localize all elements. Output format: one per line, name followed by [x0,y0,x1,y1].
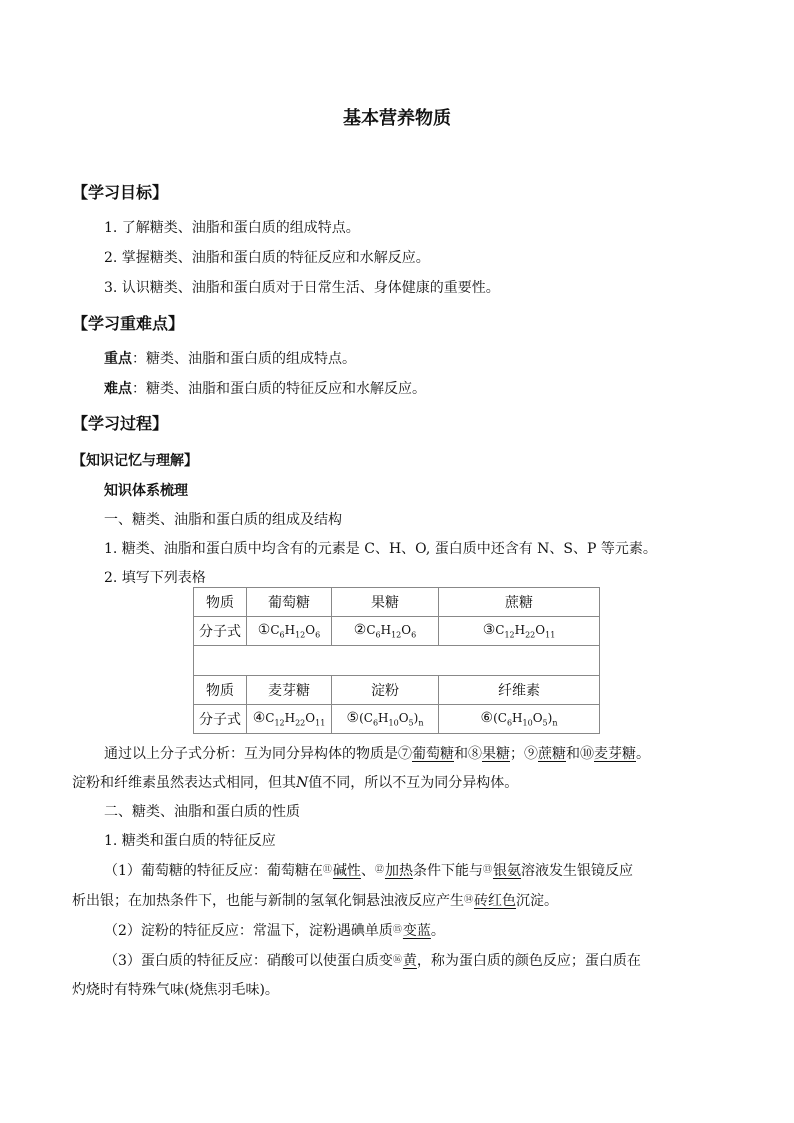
r3-text-a: （3）蛋白质的特征反应：硝酸可以使蛋白质变 [104,953,393,969]
mark-10: ⑩ [580,746,594,762]
mark-16: ⑯ [392,955,402,965]
part2-heading: 二、糖类、油脂和蛋白质的性质 [104,804,300,820]
part1-heading: 一、糖类、油脂和蛋白质的组成及结构 [104,512,342,528]
r1-text-d: 溶液发生银镜反应 [520,863,633,879]
mark-1: ① [257,622,271,639]
answer-10: 麦芽糖 [594,746,636,762]
table-formula-glucose [247,617,332,646]
formula-maltose: $C_{12}H_{22}O_{11}$ [265,711,326,728]
r1-text-b: 、 [360,863,375,879]
table-label-formula-bottom: 分子式 [194,705,247,734]
mark-13: ⑬ [482,865,492,875]
part1-item1: 1. 糖类、油脂和蛋白质中均含有的元素是 C、H、O, 蛋白质中还含有 N、S、P 等元素。 [104,541,657,557]
answer-12: 加热 [384,863,413,879]
r1-text-e: 析出银；在加热条件下，也能与新制的氢氧化铜悬浊液反应产生 [72,893,464,909]
part1-item2: 2. 填写下列表格 [104,570,206,586]
goal-1: 1. 了解糖类、油脂和蛋白质的组成特点。 [104,220,360,236]
r2-text-b: 。 [430,923,445,939]
section-goals-heading: 【学习目标】 [72,183,169,202]
zhong-text: ：糖类、油脂和蛋白质的组成特点。 [132,351,356,367]
table-name-maltose: 麦芽糖 [247,676,332,705]
mark-12: ⑫ [374,865,384,875]
answer-14: 砖红色 [474,893,517,909]
knowledge-subheading: 知识体系梳理 [104,483,188,499]
key-point-nan [104,379,426,399]
answer-9: 蔗糖 [538,746,566,762]
reaction-1-line-1 [104,860,633,881]
key-point-zhong [104,349,356,369]
table-label-substance-bottom: 物质 [194,676,247,705]
r1-text-f: 沉淀。 [516,893,559,909]
analysis-and-2: 和 [566,746,580,762]
mark-6: ⑥ [480,710,494,727]
table-formula-starch [332,705,439,734]
page-title: 基本营养物质 [343,108,451,129]
formula-cellulose: $(C_6H_{10}O_5)_n$ [493,711,558,728]
section-process-heading: 【学习过程】 [72,414,169,433]
analysis-text-a: 通过以上分子式分析：互为同分异构体的物质是 [104,746,398,762]
table-formula-sucrose [439,617,600,646]
formula-glucose: $C_6H_{12}O_6$ [270,623,321,640]
mark-7: ⑦ [398,746,412,762]
reaction-3-line-2: 灼烧时有特殊气味(烧焦羽毛味)。 [72,982,279,998]
table-name-sucrose: 蔗糖 [439,588,600,617]
table-name-fructose: 果糖 [332,588,439,617]
goal-2: 2. 掌握糖类、油脂和蛋白质的特征反应和水解反应。 [104,250,430,266]
molecular-formula-table [193,587,600,734]
formula-sucrose: $C_{12}H_{22}O_{11}$ [495,623,556,640]
mark-8: ⑧ [468,746,482,762]
mark-4: ④ [252,710,266,727]
table-label-substance-top: 物质 [194,588,247,617]
table-name-glucose: 葡萄糖 [247,588,332,617]
table-formula-cellulose [439,705,600,734]
formula-fructose: $C_6H_{12}O_6$ [366,623,417,640]
answer-15: 变蓝 [402,923,431,939]
analysis-text-d: 值不同，所以不互为同分异构体。 [308,775,519,791]
r3-text-b: ，称为蛋白质的颜色反应；蛋白质在 [416,953,641,969]
nan-text: ：糖类、油脂和蛋白质的特征反应和水解反应。 [132,381,426,397]
analysis-text-c: 淀粉和纤维素虽然表达式相同，但其 [72,775,296,791]
mark-3: ③ [482,622,496,639]
reaction-1-line-2 [72,890,558,911]
r2-text-a: （2）淀粉的特征反应：常温下，淀粉遇碘单质 [104,923,393,939]
analysis-line-2 [72,773,518,793]
section-key-heading: 【学习重难点】 [72,314,185,333]
analysis-sep: ； [510,746,524,762]
mark-15: ⑮ [392,925,402,935]
analysis-end: 。 [636,746,650,762]
r1-text-c: 条件下能与 [412,863,483,879]
table-name-starch: 淀粉 [332,676,439,705]
table-label-formula-top: 分子式 [194,617,247,646]
analysis-n: N [296,775,309,791]
formula-starch: $(C_6H_{10}O_5)_n$ [359,711,424,728]
mark-11: ⑪ [322,865,332,875]
table-formula-fructose [332,617,439,646]
answer-16: 黄 [402,953,417,969]
analysis-line-1 [104,744,650,764]
mark-2: ② [353,622,367,639]
goal-3: 3. 认识糖类、油脂和蛋白质对于日常生活、身体健康的重要性。 [104,280,500,296]
answer-8: 果糖 [482,746,510,762]
reaction-2-line [104,920,445,941]
table-formula-maltose [247,705,332,734]
answer-7: 葡萄糖 [412,746,454,762]
zhong-label: 重点 [104,351,132,367]
nan-label: 难点 [104,381,132,397]
answer-13: 银氨 [492,863,521,879]
reaction-3-line-1 [104,950,641,971]
table-gap-row [194,646,600,676]
part2-sub1: 1. 糖类和蛋白质的特征反应 [104,833,276,849]
knowledge-heading: 【知识记忆与理解】 [72,453,198,469]
mark-14: ⑭ [464,895,474,905]
r1-text-a: （1）葡萄糖的特征反应：葡萄糖在 [104,863,323,879]
analysis-and-1: 和 [454,746,468,762]
mark-9: ⑨ [524,746,538,762]
table-name-cellulose: 纤维素 [439,676,600,705]
answer-11: 碱性 [332,863,361,879]
mark-5: ⑤ [346,710,360,727]
